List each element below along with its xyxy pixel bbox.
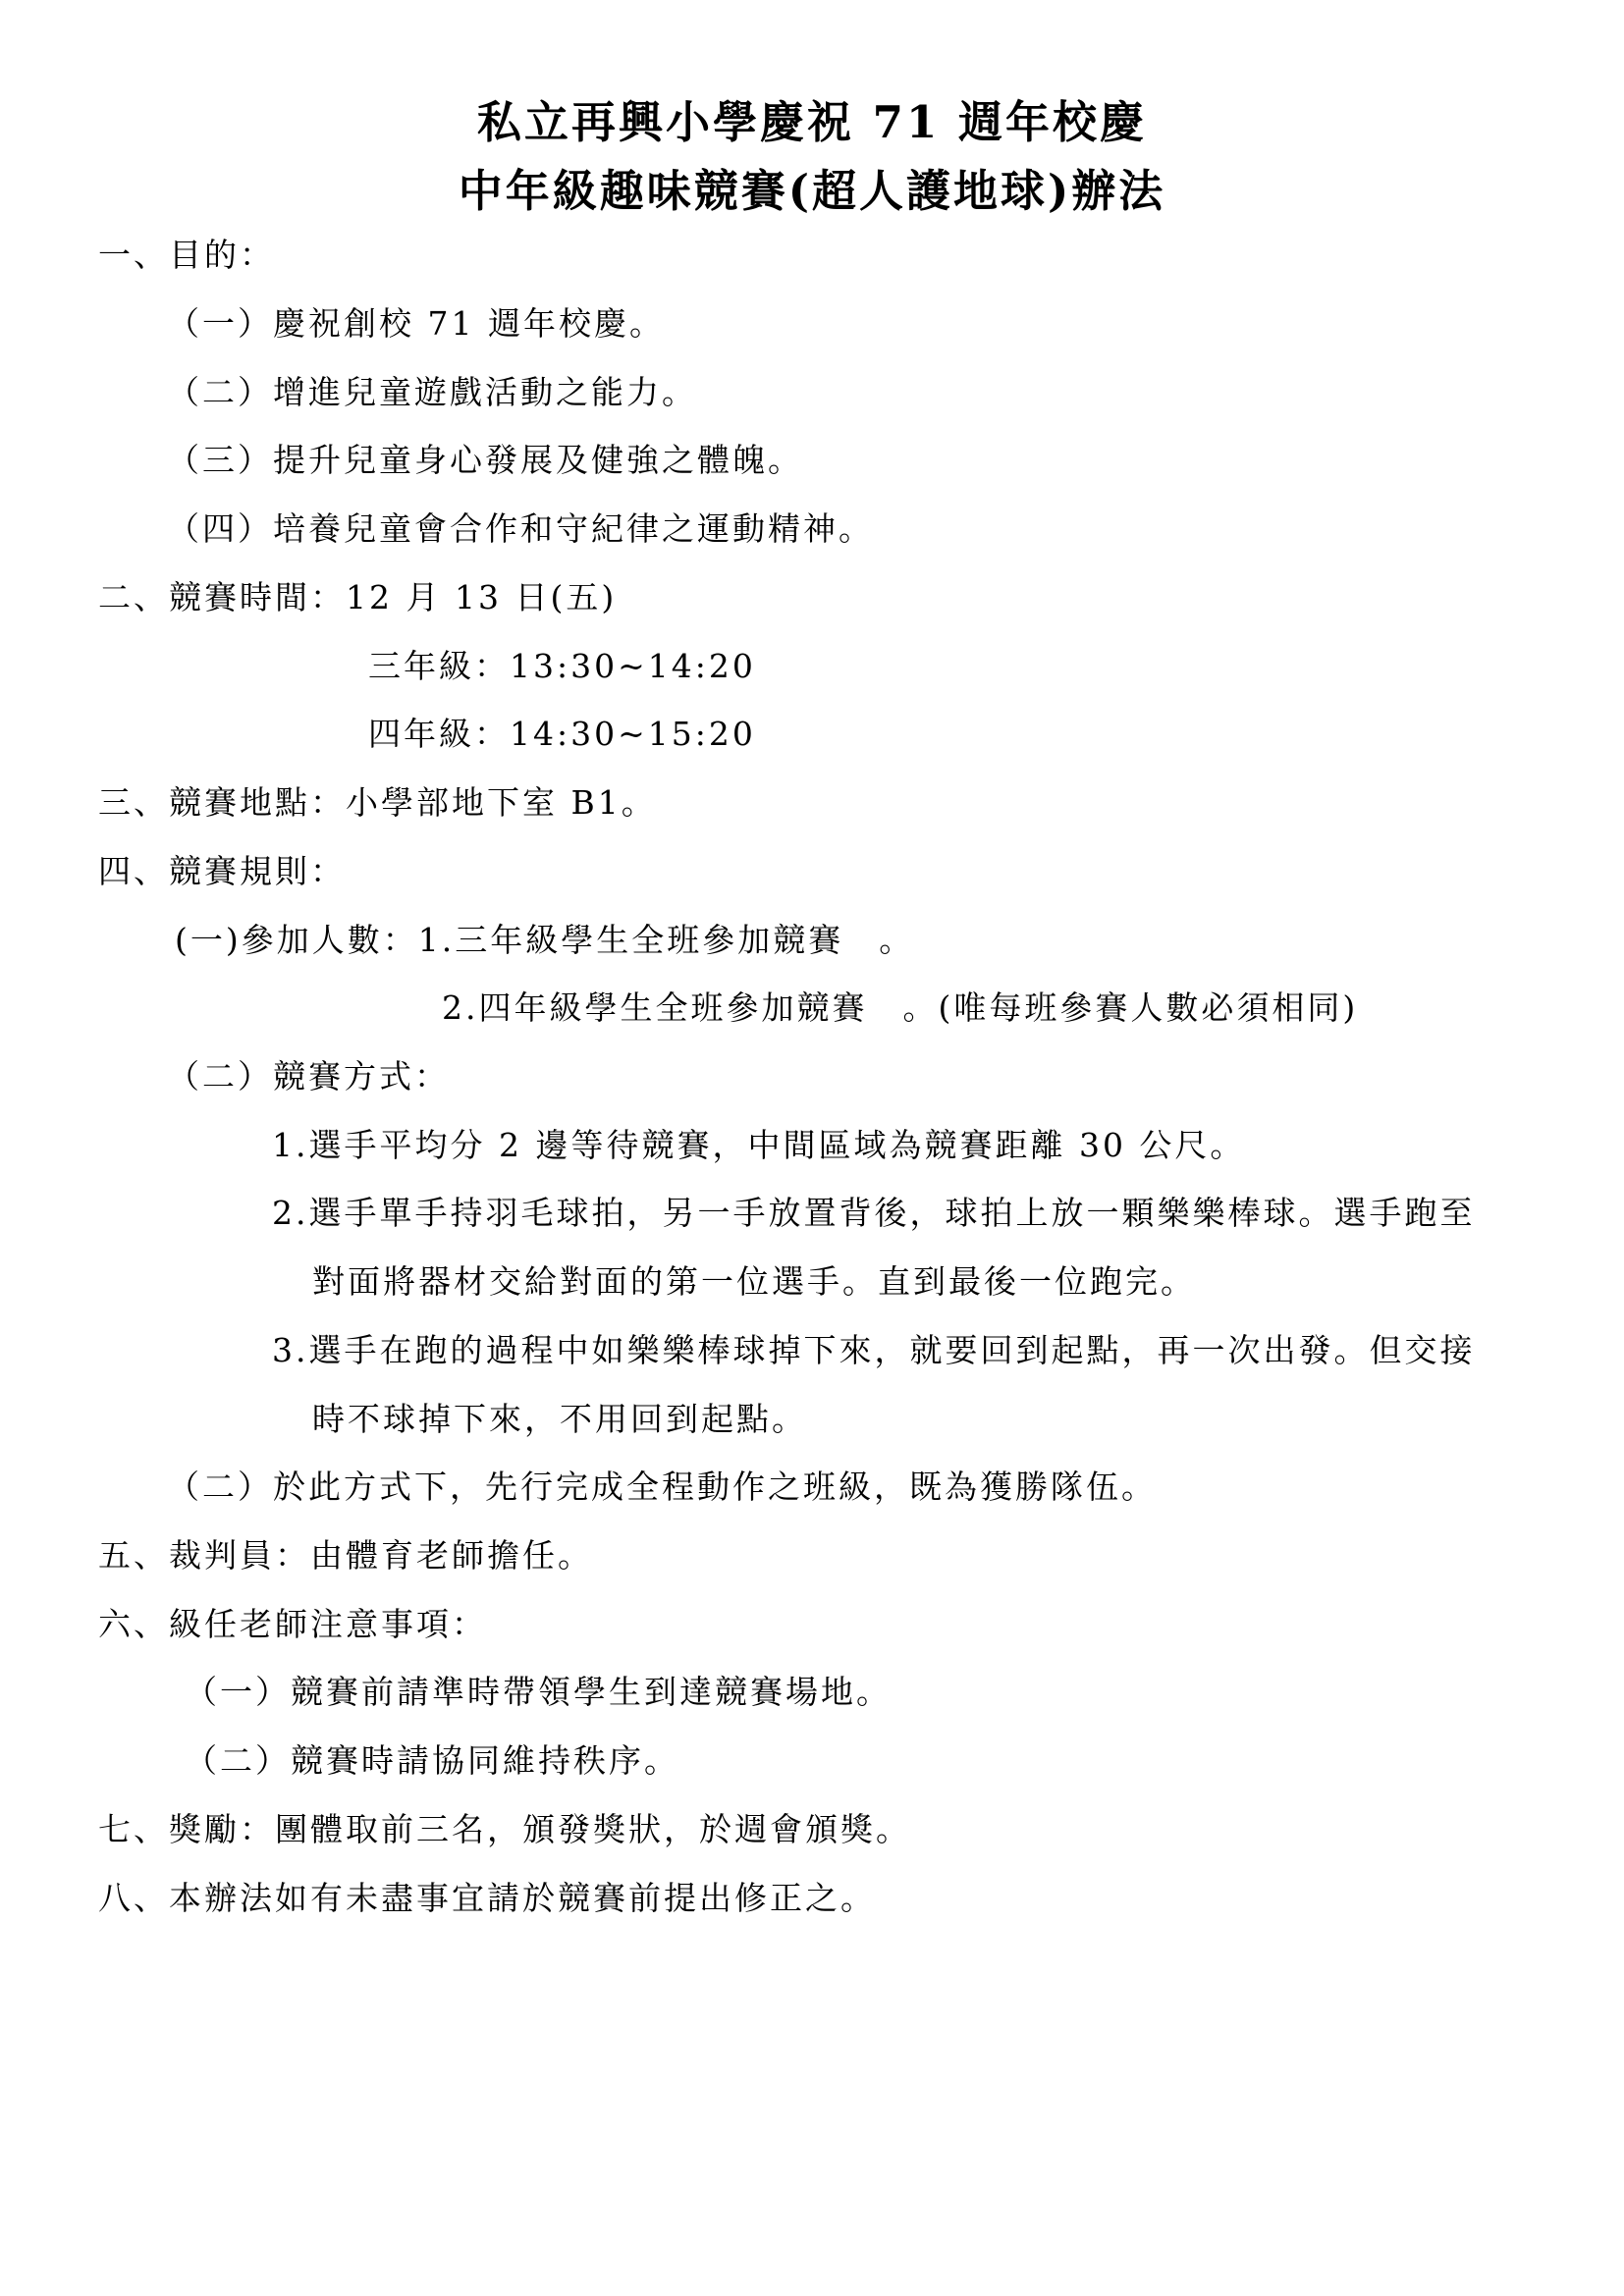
rules-method-3a: 3.選手在跑的過程中如樂樂棒球掉下來，就要回到起點，再一次出發。但交接 xyxy=(272,1331,1476,1369)
rules-method-1: 1.選手平均分 2 邊等待競賽，中間區域為競賽距離 30 公尺。 xyxy=(272,1126,1246,1164)
section-rules-heading: 四、競賽規則： xyxy=(98,852,346,890)
section-awards-heading: 七、獎勵：團體取前三名，頒發獎狀，於週會頒獎。 xyxy=(98,1810,911,1848)
rules-participants-1: (一)參加人數：1.三年級學生全班參加競賽 。 xyxy=(175,921,915,959)
section-teachers-heading: 六、級任老師注意事項： xyxy=(98,1605,487,1643)
section-purpose-heading: 一、目的： xyxy=(98,236,275,274)
title-line-1: 私立再興小學慶祝 71 週年校慶 xyxy=(477,96,1147,148)
rules-method-2b: 對面將器材交給對面的第一位選手。直到最後一位跑完。 xyxy=(312,1262,1196,1301)
purpose-item-3: （三）提升兒童身心發展及健強之體魄。 xyxy=(167,441,803,479)
time-grade4: 四年級：14:30~15:20 xyxy=(368,715,756,753)
title-line-2: 中年級趣味競賽(超人護地球)辦法 xyxy=(458,165,1166,217)
rules-method-3b: 時不球掉下來，不用回到起點。 xyxy=(312,1400,807,1438)
section-location-heading: 三、競賽地點：小學部地下室 B1。 xyxy=(98,783,657,822)
purpose-item-2: （二）增進兒童遊戲活動之能力。 xyxy=(167,373,697,411)
rules-method-heading: （二）競賽方式： xyxy=(167,1057,450,1095)
purpose-item-4: （四）培養兒童會合作和守紀律之運動精神。 xyxy=(167,509,874,548)
purpose-item-1: （一）慶祝創校 71 週年校慶。 xyxy=(167,304,665,343)
teachers-item-2: （二）競賽時請協同維持秩序。 xyxy=(185,1741,679,1780)
teachers-item-1: （一）競賽前請準時帶領學生到達競賽場地。 xyxy=(185,1673,892,1711)
rules-participants-2: 2.四年級學生全班參加競賽 。(唯每班參賽人數必須相同) xyxy=(442,988,1359,1027)
section-referee-heading: 五、裁判員：由體育老師擔任。 xyxy=(98,1536,593,1575)
section-time-heading: 二、競賽時間：12 月 13 日(五) xyxy=(98,578,618,616)
rules-method-2a: 2.選手單手持羽毛球拍，另一手放置背後，球拍上放一顆樂樂棒球。選手跑至 xyxy=(272,1194,1476,1232)
time-grade3: 三年級：13:30~14:20 xyxy=(368,647,756,685)
rules-winner: （二）於此方式下，先行完成全程動作之班級，既為獲勝隊伍。 xyxy=(167,1468,1157,1506)
section-amendment-heading: 八、本辦法如有未盡事宜請於競賽前提出修正之。 xyxy=(98,1879,876,1917)
